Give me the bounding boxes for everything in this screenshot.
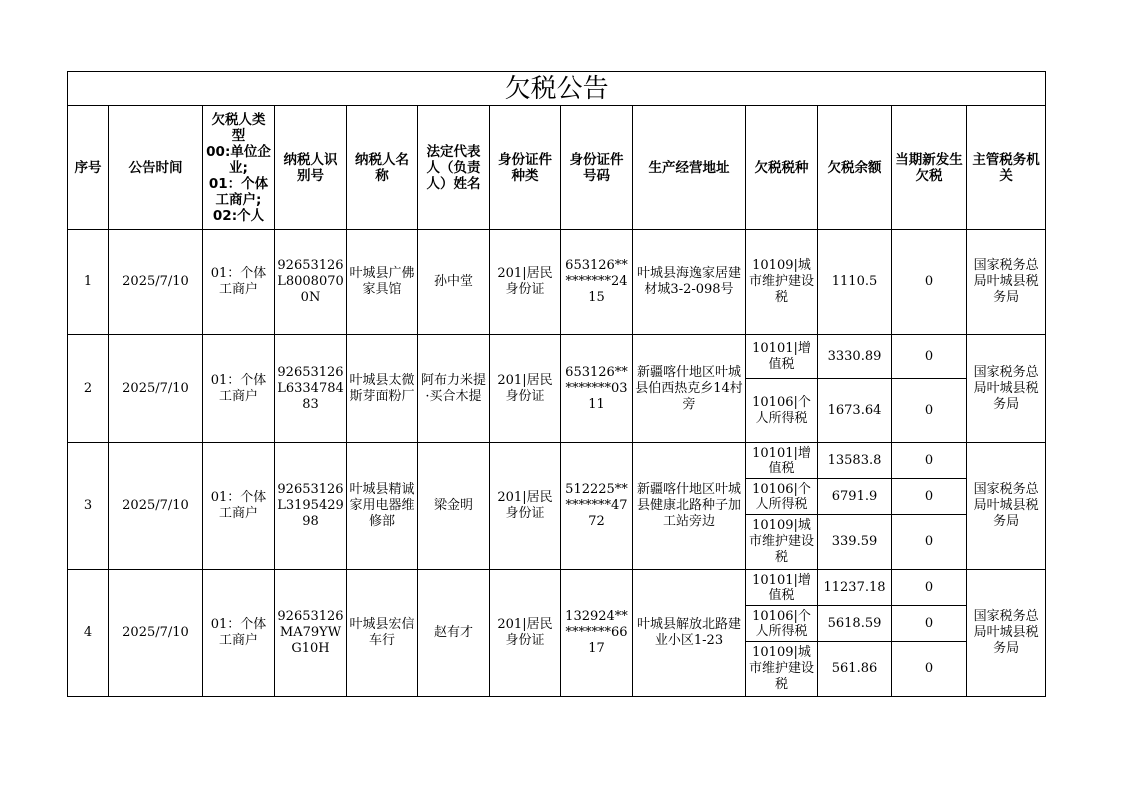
new-arrears-cell: 0	[892, 642, 967, 697]
date-cell: 2025/7/10	[109, 335, 203, 443]
tax-balance-cell: 3330.89	[818, 335, 892, 379]
seq-cell: 1	[68, 230, 109, 335]
table-row	[68, 335, 1046, 379]
seq-cell: 3	[68, 443, 109, 570]
address-cell: 叶城县解放北路建业小区1-23	[633, 570, 746, 697]
new-arrears-cell: 0	[892, 479, 967, 515]
tax-balance-cell: 6791.9	[818, 479, 892, 515]
address-cell: 新疆喀什地区叶城县健康北路种子加工站旁边	[633, 443, 746, 570]
new-arrears-cell: 0	[892, 379, 967, 443]
taxpayer-name-cell: 叶城县宏信车行	[347, 570, 418, 697]
id-type-cell: 201|居民身份证	[490, 335, 561, 443]
tax-authority-cell: 国家税务总局叶城县税务局	[967, 335, 1046, 443]
id-number-cell: 653126*********0311	[561, 335, 633, 443]
date-cell: 2025/7/10	[109, 230, 203, 335]
column-header: 欠税余额	[818, 106, 892, 230]
address-cell: 新疆喀什地区叶城县伯西热克乡14村旁	[633, 335, 746, 443]
page-title: 欠税公告	[68, 72, 1046, 106]
id-type-cell: 201|居民身份证	[490, 230, 561, 335]
new-arrears-cell: 0	[892, 230, 967, 335]
tax-kind-cell: 10106|个人所得税	[746, 379, 818, 443]
table-row	[68, 230, 1046, 335]
taxpayer-id-cell: 92653126L633478483	[275, 335, 347, 443]
taxpayer-name-cell: 叶城县精诚家用电器维修部	[347, 443, 418, 570]
tax-balance-cell: 339.59	[818, 515, 892, 570]
column-header: 当期新发生欠税	[892, 106, 967, 230]
tax-authority-cell: 国家税务总局叶城县税务局	[967, 443, 1046, 570]
tax-kind-cell: 10101|增值税	[746, 570, 818, 606]
column-header: 纳税人识别号	[275, 106, 347, 230]
column-header: 欠税人类型 00:单位企业; 01：个体工商户; 02:个人	[203, 106, 275, 230]
tax-arrears-table	[67, 71, 1046, 697]
table-row	[68, 443, 1046, 479]
tax-balance-cell: 1673.64	[818, 379, 892, 443]
id-number-cell: 132924*********6617	[561, 570, 633, 697]
tax-balance-cell: 11237.18	[818, 570, 892, 606]
legal-rep-cell: 梁金明	[418, 443, 490, 570]
column-header: 主管税务机关	[967, 106, 1046, 230]
tax-kind-cell: 10101|增值税	[746, 443, 818, 479]
taxpayer-id-cell: 92653126L80080700N	[275, 230, 347, 335]
address-cell: 叶城县海逸家居建材城3-2-098号	[633, 230, 746, 335]
tax-kind-cell: 10106|个人所得税	[746, 479, 818, 515]
tax-kind-cell: 10109|城市维护建设税	[746, 230, 818, 335]
taxpayer-id-cell: 92653126MA79YWG10H	[275, 570, 347, 697]
column-header: 身份证件种类	[490, 106, 561, 230]
tax-kind-cell: 10101|增值税	[746, 335, 818, 379]
column-header: 公告时间	[109, 106, 203, 230]
tax-kind-cell: 10106|个人所得税	[746, 606, 818, 642]
date-cell: 2025/7/10	[109, 570, 203, 697]
id-number-cell: 653126*********2415	[561, 230, 633, 335]
tax-authority-cell: 国家税务总局叶城县税务局	[967, 570, 1046, 697]
column-header: 法定代表人（负责人）姓名	[418, 106, 490, 230]
column-header: 纳税人名称	[347, 106, 418, 230]
table-row	[68, 570, 1046, 606]
tax-balance-cell: 13583.8	[818, 443, 892, 479]
tax-kind-cell: 10109|城市维护建设税	[746, 515, 818, 570]
tax-kind-cell: 10109|城市维护建设税	[746, 642, 818, 697]
id-number-cell: 512225*********4772	[561, 443, 633, 570]
column-header: 欠税税种	[746, 106, 818, 230]
taxpayer-name-cell: 叶城县广佛家具馆	[347, 230, 418, 335]
column-header: 生产经营地址	[633, 106, 746, 230]
seq-cell: 2	[68, 335, 109, 443]
taxpayer-type-cell: 01：个体工商户	[203, 335, 275, 443]
tax-authority-cell: 国家税务总局叶城县税务局	[967, 230, 1046, 335]
taxpayer-type-cell: 01：个体工商户	[203, 443, 275, 570]
new-arrears-cell: 0	[892, 570, 967, 606]
tax-balance-cell: 1110.5	[818, 230, 892, 335]
new-arrears-cell: 0	[892, 443, 967, 479]
column-header: 身份证件号码	[561, 106, 633, 230]
tax-balance-cell: 561.86	[818, 642, 892, 697]
seq-cell: 4	[68, 570, 109, 697]
id-type-cell: 201|居民身份证	[490, 443, 561, 570]
new-arrears-cell: 0	[892, 606, 967, 642]
new-arrears-cell: 0	[892, 335, 967, 379]
taxpayer-type-cell: 01：个体工商户	[203, 230, 275, 335]
legal-rep-cell: 赵有才	[418, 570, 490, 697]
taxpayer-name-cell: 叶城县太微斯芽面粉厂	[347, 335, 418, 443]
legal-rep-cell: 孙中堂	[418, 230, 490, 335]
legal-rep-cell: 阿布力米提·买合木提	[418, 335, 490, 443]
taxpayer-type-cell: 01：个体工商户	[203, 570, 275, 697]
tax-balance-cell: 5618.59	[818, 606, 892, 642]
taxpayer-id-cell: 92653126L319542998	[275, 443, 347, 570]
new-arrears-cell: 0	[892, 515, 967, 570]
column-header: 序号	[68, 106, 109, 230]
header-row	[68, 106, 1046, 230]
title-row	[68, 72, 1046, 106]
id-type-cell: 201|居民身份证	[490, 570, 561, 697]
date-cell: 2025/7/10	[109, 443, 203, 570]
